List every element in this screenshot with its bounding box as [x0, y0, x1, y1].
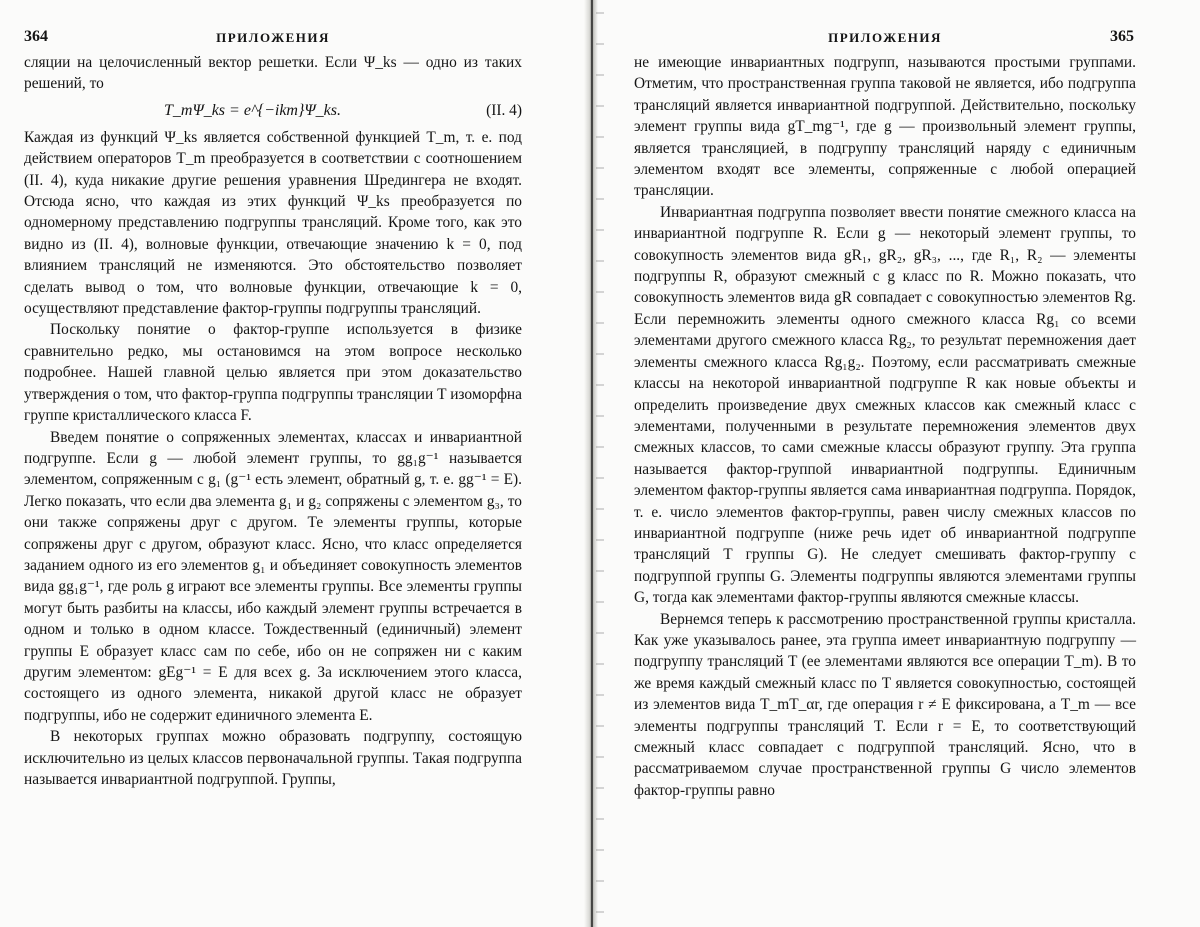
formula-II-4 — [24, 95, 522, 127]
right-page — [634, 18, 1136, 918]
scan-artifact — [596, 0, 604, 927]
left-page — [24, 18, 522, 918]
right-running-title: ПРИЛОЖЕНИЯ — [828, 30, 942, 45]
left-page-body — [24, 52, 522, 790]
right-page-number: 365 — [1110, 28, 1134, 45]
paragraph: Каждая из функций Ψ_ks является собственной функцией T_m, т. е. под действием операторов T_m преобразуется в соответствии с соотношением (II. 4), куда никакие другие решения уравнения Шредингера не входят. Отсюда ясно, что каждая из этих функций Ψ_ks преобразуется по одномерному представлению подгруппы трансляций. Кроме того, как это видно из (II. 4), волновые функции, отвечающие значению k = 0, под влиянием трансляций не изменяются. Это обстоятельство позволяет сделать вывод о том, что волновые функции, отвечающие k = 0, осуществляют представление фактор-группы подгруппы трансляций. — [24, 128, 522, 318]
paragraph: Поскольку понятие о фактор-группе используется в физике сравнительно редко, мы остановимся на этом вопросе несколько подробнее. Нашей главной целью является при этом доказательство утверждения о том, что фактор-группа подгруппы трансляции T изоморфна группе кристаллического класса F. — [24, 321, 522, 425]
equation-number: (II. 4) — [486, 102, 522, 120]
paragraph: не имеющие инвариантных подгрупп, называются простыми группами. Отметим, что пространственная группа таковой не является, ибо подгруппа трансляций является инвариантной подгруппой. Действительно, поскольку элемент группы вида gT_mg⁻¹, где g — произвольный элемент группы, является трансляцией, в подгруппу трансляций наряду с единичным элементом входят все элементы, сопряженные с любой операцией трансляции. — [634, 54, 1136, 200]
paragraph: сляции на целочисленный вектор решетки. Если Ψ_ks — одно из таких решений, то — [24, 54, 522, 93]
paragraph: В некоторых группах можно образовать подгруппу, состоящую исключительно из целых классов первоначальной группы. Такая подгруппа называется инвариантной подгруппой. Группы, — [24, 728, 522, 788]
right-running-head — [634, 18, 1136, 52]
left-running-head — [24, 18, 522, 52]
paragraph: Инвариантная подгруппа позволяет ввести понятие смежного класса на инвариантной подгруппе R. Если g — некоторый элемент группы, то совокупность элементов вида gR₁, gR₂, gR₃, ..., где R₁, R₂ — элементы подгруппы R, образуют смежный с g класс по R. Можно показать, что совокупность элементов вида gR совпадает с совокупностью элементов Rg. Если перемножить элементы одного смежного класса Rg₁ со всеми элементами другого смежного класса Rg₂, то результат перемножения дает элементы смежного класса Rg₁g₂. Поэтому, если рассматривать смежные классы на некоторой инвариантной подгруппе R как новые объекты и определить произведение двух смежных классов как смежный класс с элементами, полученными в результате перемножения элементов двух смежных классов, то сами смежные классы образуют группу. Эта группа называется фактор-группой инвариантной подгруппы. Единичным элементом фактор-группы является сама инвариантная подгруппа. Порядок, т. е. число элементов фактор-группы, равен числу смежных классов по инвариантной подгруппе (ниже речь идет об инвариантной подгруппе трансляций T группы G). Не следует смешивать фактор-группу с подгруппой группы G. Элементы подгруппы являются элементами группы G, тогда как элементами фактор-группы являются смежные классы. — [634, 203, 1136, 607]
right-page-body — [634, 52, 1136, 801]
paragraph: Вернемся теперь к рассмотрению пространственной группы кристалла. Как уже указывалось ранее, эта группа имеет инвариантную подгруппу — подгруппу трансляций T (ее элементами являются все операции T_m). В то же время каждый смежный класс по T является совокупностью, состоящей из элементов вида T_mT_αr, где операция r ≠ E фиксирована, а T_m — все элементы подгруппы трансляций T. Если r = E, то соответствующий смежный класс совпадает с подгруппой трансляций. Ясно, что в рассматриваемом случае пространственной группы G число элементов фактор-группы равно — [634, 610, 1136, 799]
formula-text: T_mΨ_ks = e^{−ikm}Ψ_ks. — [164, 102, 341, 120]
paragraph: Введем понятие о сопряженных элементах, классах и инвариантной подгруппе. Если g — любой элемент группы, то gg₁g⁻¹ называется элементом, сопряженным с g₁ (g⁻¹ есть элемент, обратный g, т. е. gg⁻¹ = E). Легко показать, что если два элемента g₁ и g₂ сопряжены с элементом g₃, то они также сопряжены друг с другом. Те элементы группы, которые сопряжены друг с другом, образуют класс. Ясно, что класс определяется заданием одного из его элементов g₁ и объединяет совокупность элементов вида gg₁g⁻¹, где роль g играют все элементы группы. Все элементы группы могут быть разбиты на классы, ибо каждый элемент группы встречается в одном и только в одном классе. Тождественный (единичный) элемент группы E образует класс сам по себе, ибо он не сопряжен ни с каким другим элементом: gEg⁻¹ = E для всех g. За исключением этого класса, состоящего из одного элемента, никакой другой класс не образует подгруппы, ибо не содержит единичного элемента E. — [24, 428, 522, 724]
left-page-number: 364 — [24, 28, 48, 45]
left-running-title: ПРИЛОЖЕНИЯ — [216, 30, 330, 45]
gutter-shadow-line — [591, 0, 593, 927]
